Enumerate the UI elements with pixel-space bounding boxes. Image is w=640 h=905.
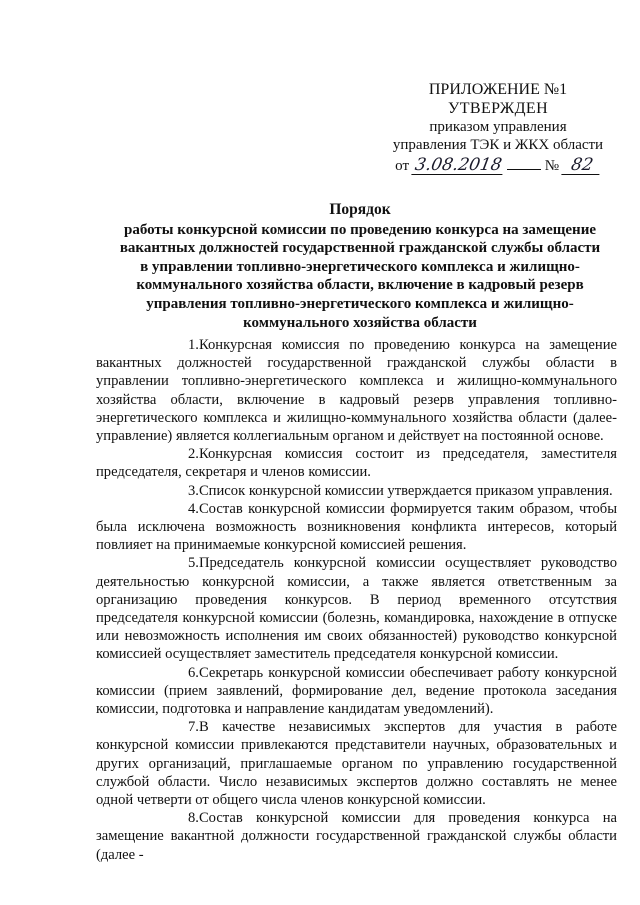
handwritten-number: 82 [561,156,602,175]
annex-label: ПРИЛОЖЕНИЕ №1 [428,81,568,98]
paragraph-6 [96,664,617,719]
paragraph-text: Конкурсная комиссия по проведению конкурса на замещение вакантных должностей государственной гражданской службы области в управлении топливно-энергетического комплекса и жилищно-коммунального хозяйства области, включение в кадровый резерв управления топливно-энергетического комплекса и жилищно-коммунального хозяйства области (далее- управление) является коллегиальным органом и действует на постоянной основе. [96,337,617,445]
paragraph-number: 4. [188,500,199,517]
order-line-1: приказом управления [429,119,567,135]
paragraph-number: 1. [188,337,199,353]
title-line: в управлении топливно-энергетического комплекса и жилищно- [140,258,580,275]
paragraph-number: 7. [188,719,199,736]
paragraph-text: Состав конкурсной комиссии формируется таким образом, чтобы была исключена возможность возникновения конфликта интересов, который повлияет на принимаемые конкурсной комиссией решения. [96,500,617,554]
paragraph-text: Состав конкурсной комиссии для проведения конкурса на замещение вакантной должности государственной гражданской службы области (далее - [96,810,617,863]
document-body [96,336,617,864]
approval-stamp [378,80,618,175]
number-label: № [544,158,560,174]
paragraph-text: В качестве независимых экспертов для участия в работе конкурсной комиссии привлекаются представители научных, образовательных и других организаций, приглашаемые органом по управлению государственной службой области. Число независимых экспертов должно составлять не менее одной четверти от общего числа членов конкурсной комиссии. [96,719,617,809]
paragraph-number: 2. [188,446,199,463]
title-line: управления топливно-энергетического комплекса и жилищно- [146,295,574,312]
paragraph-text: Список конкурсной комиссии утверждается приказом управления. [198,482,613,499]
paragraph-4 [96,500,617,555]
paragraph-text: Секретарь конкурсной комиссии обеспечивает работу конкурсной комиссии (прием заявлений, формирование дел, ведение протокола заседания комиссии, подготовка и направление кандидатам уведомлений). [96,664,617,718]
paragraph-3 [96,482,617,500]
paragraph-number: 8. [188,810,199,827]
document-title [110,201,610,332]
title-line: работы конкурсной комиссии по проведению конкурса на замещение [123,221,597,238]
paragraph-number: 3. [188,482,199,499]
paragraph-number: 6. [188,664,199,681]
from-label: от [395,158,409,174]
title-line: коммунального хозяйства области [243,314,477,331]
paragraph-5 [96,554,617,663]
handwritten-date: 3.08.2018 [413,155,504,175]
paragraph-number: 5. [188,555,199,572]
order-date-number [378,156,618,175]
title-main: Порядок [329,201,391,218]
title-line: вакантных должностей государственной гражданской службы области [119,240,601,257]
order-line-2: управления ТЭК и ЖКХ области [392,137,604,153]
paragraph-8 [96,809,617,864]
paragraph-1 [96,336,617,445]
title-line: коммунального хозяйства области, включение в кадровый резерв [136,277,584,294]
paragraph-2 [96,445,617,481]
date-underline [507,157,541,170]
paragraph-7 [96,718,617,809]
approved-label: УТВЕРЖДЕН [447,100,549,117]
paragraph-text: Конкурсная комиссия состоит из председателя, заместителя председателя, секретаря и членов комиссии. [96,446,617,481]
paragraph-text: Председатель конкурсной комиссии осуществляет руководство деятельностью конкурсной комиссии, а также является ответственным за организацию проведения конкурсов. В период временного отсутствия председателя конкурсной комиссии (болезнь, командировка, нахождение в отпуске или невозможность исполнения им своих обязанностей) руководство конкурсной комиссией осуществляет заместитель председателя конкурсной комиссии. [96,555,617,663]
